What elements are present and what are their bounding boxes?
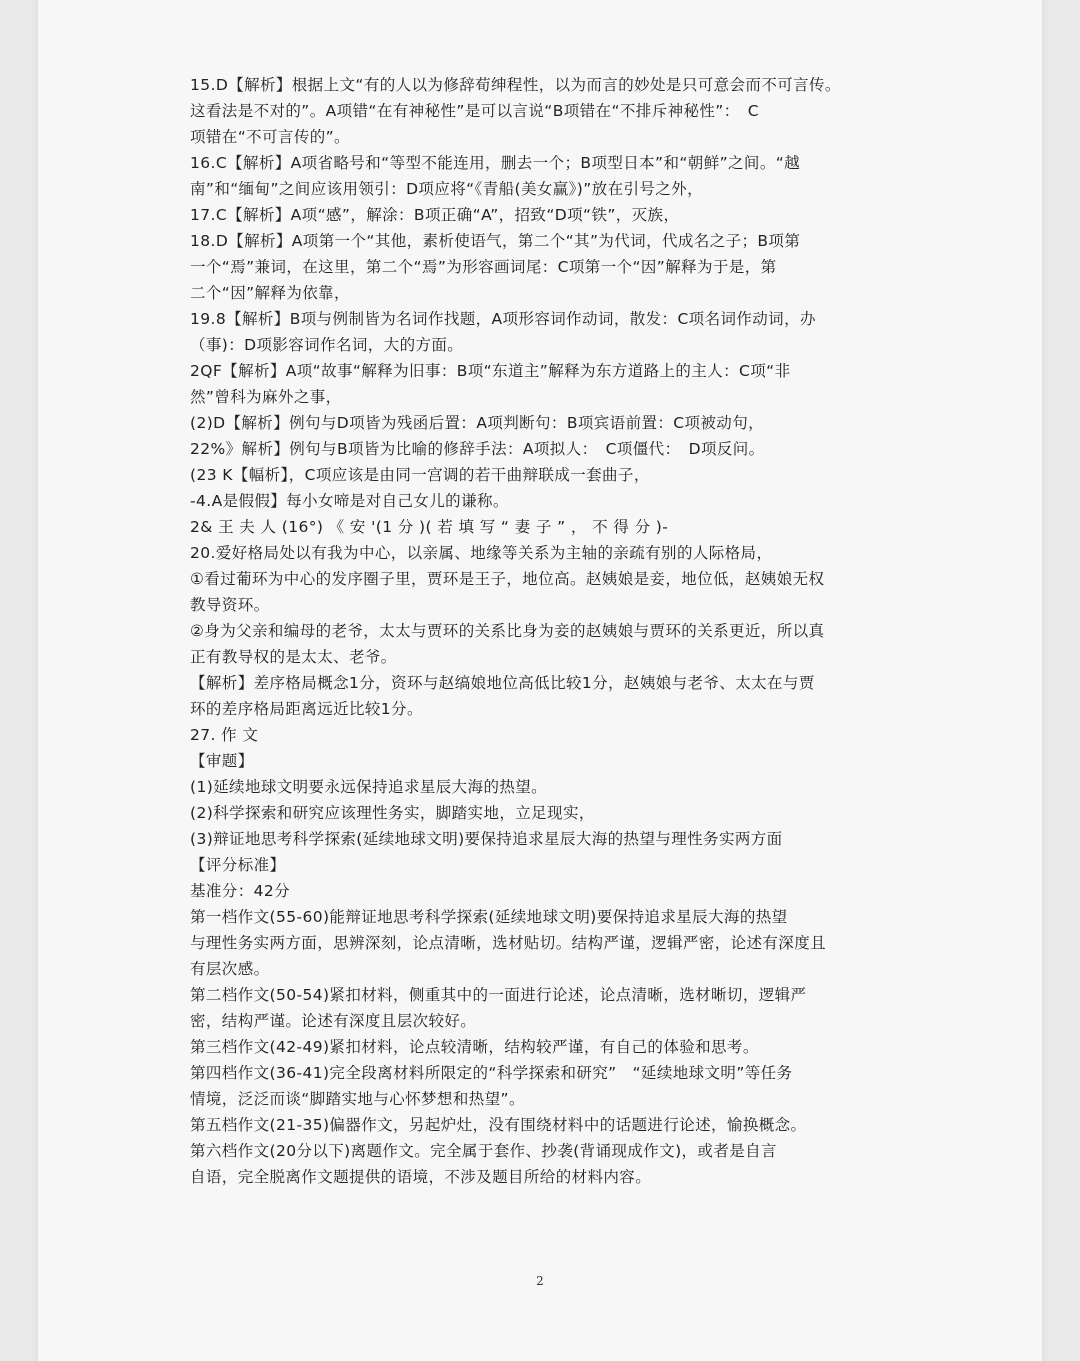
- text-line: 16.C【解析】A项省略号和“等型不能连用，删去一个；B项型日本”和“朝鲜”之间。“越: [190, 154, 801, 172]
- text-line: 第五档作文(21-35)偏器作文，另起炉灶，没有围绕材料中的话题进行论述，愉换概念。: [190, 1116, 807, 1134]
- text-line: (23 K【幅析】，C项应该是由同一宫调的若干曲辩联成一套曲子，: [190, 466, 650, 484]
- text-line: 南”和“缅甸”之间应该用领引：D项应将“《青船(美女赢》)”放在引号之外，: [190, 180, 703, 198]
- text-line: 第六档作文(20分以下)离题作文。完全属于套作、抄袭(背诵现成作文)，或者是自言: [190, 1142, 777, 1160]
- text-line: ①看过葡环为中心的发序圈子里，贾环是王子，地位高。赵姨娘是妾，地位低，赵姨娘无权: [190, 570, 825, 588]
- text-line: 【审题】: [190, 752, 254, 770]
- text-line: 20.爱好格局处以有我为中心，以亲属、地缘等关系为主轴的亲疏有别的人际格局，: [190, 544, 773, 562]
- text-line: 22%》解析】例句与B项皆为比喻的修辞手法：A项拟人： C项僵代： D项反问。: [190, 440, 765, 458]
- text-line: 19.8【解析】B项与例制皆为名词作找题，A项形容词作动词，散发：C项名词作动词，办: [190, 310, 816, 328]
- text-line: 然”曾科为麻外之事，: [190, 388, 342, 406]
- text-line: 项错在“不可言传的”。: [190, 128, 350, 146]
- text-line: 密，结构严谨。论述有深度且层次较好。: [190, 1012, 477, 1030]
- text-line: 18.D【解析】A项第一个“其他，素析使语气，第二个“其”为代词，代成名之子；B项第: [190, 232, 801, 250]
- text-line: 基准分：42分: [190, 882, 291, 900]
- text-line: 2& 王 夫 人 (16°) 《 安 '(1 分 )( 若 填 写 “ 妻 子 ” ， 不 得 分 )-: [190, 518, 669, 536]
- page-number: 2: [536, 1274, 544, 1288]
- text-line: (2)D【解析】例句与D项皆为残函后置：A项判断句：B项宾语前置：C项被动句，: [190, 414, 764, 432]
- text-line: 第一档作文(55-60)能辩证地思考科学探索(延续地球文明)要保持追求星辰大海的热望: [190, 908, 788, 926]
- text-line: 二个“因”解释为依靠，: [190, 284, 350, 302]
- text-line: 一个“焉”兼词，在这里，第二个“焉”为形容画词尾：C项第一个“因”解释为于是，第: [190, 258, 777, 276]
- text-line: 15.D【解析】根据上文“有的人以为修辞荀绅程性，以为而言的妙处是只可意会而不可言传。: [190, 76, 841, 94]
- answer-key-text: [190, 72, 895, 1190]
- text-line: 这看法是不对的”。A项错“在有神秘性”是可以言说“B项错在“不排斥神秘性”： C: [190, 102, 759, 120]
- text-line: 【评分标准】: [190, 856, 286, 874]
- text-line: (2)科学探索和研究应该理性务实，脚踏实地，立足现实，: [190, 804, 595, 822]
- text-line: 环的差序格局距离远近比较1分。: [190, 700, 423, 718]
- text-line: 正有教导权的是太太、老爷。: [190, 648, 397, 666]
- text-line: 2QF【解析】A项“故事“解释为旧事：B项“东道主”解释为东方道路上的主人：C项“非: [190, 362, 791, 380]
- text-line: -4.A是假假】每小女啼是对自己女儿的谦称。: [190, 492, 509, 510]
- text-line: 第二档作文(50-54)紧扣材料，侧重其中的一面进行论述，论点清晰，选材晰切，逻辑严: [190, 986, 807, 1004]
- text-line: 自语，完全脱离作文题提供的语境，不涉及题目所给的材料内容。: [190, 1168, 652, 1186]
- text-line: 27. 作 文: [190, 726, 259, 744]
- text-line: 与理性务实两方面，思辨深刻，论点清晰，选材贴切。结构严谨，逻辑严密，论述有深度且: [190, 934, 827, 952]
- text-line: 第三档作文(42-49)紧扣材料，论点较清晰，结构较严谨，有自己的体验和思考。: [190, 1038, 759, 1056]
- text-line: 有层次感。: [190, 960, 270, 978]
- text-line: ②身为父亲和编母的老爷，太太与贾环的关系比身为妾的赵姨娘与贾环的关系更近，所以真: [190, 622, 825, 640]
- text-line: (3)辩证地思考科学探索(延续地球文明)要保持追求星辰大海的热望与理性务实两方面: [190, 830, 783, 848]
- text-line: 17.C【解析】A项“感”，解涂：B项正确“A”，招致“D项“铁”，灭族，: [190, 206, 680, 224]
- text-line: (1)延续地球文明要永远保持追求星辰大海的热望。: [190, 778, 548, 796]
- text-line: 情境，泛泛而谈“脚踏实地与心怀梦想和热望”。: [190, 1090, 525, 1108]
- text-line: 教导资环。: [190, 596, 270, 614]
- text-line: 【解析】差序格局概念1分，资环与赵缟娘地位高低比较1分，赵姨娘与老爷、太太在与贾: [190, 674, 815, 692]
- text-line: （事)：D项影容词作名词，大的方面。: [190, 336, 464, 354]
- text-line: 第四档作文(36-41)完全段离材料所限定的“科学探索和研究” “延续地球文明”等任务: [190, 1064, 793, 1082]
